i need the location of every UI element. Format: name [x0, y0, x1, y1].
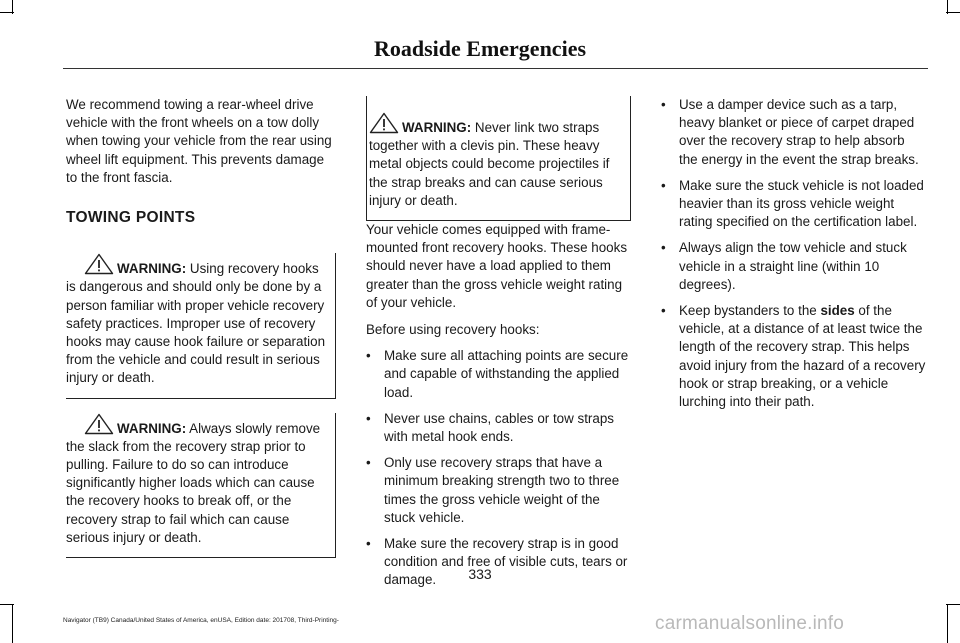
bullet-glyph: • — [366, 455, 371, 471]
warning-label: WARNING: — [402, 120, 472, 135]
list-item: • Always align the tow vehicle and stuck vehicle in a straight line (within 10 degrees). — [661, 240, 907, 292]
warning-box — [366, 96, 631, 221]
bullet-glyph: • — [366, 410, 371, 426]
bullet-list — [366, 347, 631, 589]
list-item: • Only use recovery straps that have a minimum breaking strength two to three times the gross vehicle weight of the stuck vehicle. — [366, 455, 620, 525]
warning-body: Using recovery hooks is dangerous and should only be done by a person familiar with proper vehicle recovery safety practices. Improper use of recovery hooks may cause hook failure or separation from the vehicle and could result in serious injury or death. — [66, 261, 326, 386]
bullet-glyph: • — [661, 97, 666, 112]
column-2 — [366, 96, 631, 590]
bullet-glyph: • — [366, 348, 371, 364]
bullet-glyph: • — [661, 240, 666, 256]
column-1 — [66, 96, 336, 558]
bullet-glyph: • — [661, 303, 666, 319]
list-item: • Use a damper device such as a tarp, heavy blanket or piece of carpet draped over the recovery strap to help absorb the energy in the event the strap breaks. — [661, 97, 919, 167]
list-item: • Keep bystanders to the sides of the vehicle, at a distance of at least twice the length of the recovery strap. This helps avoid injury from the hazard of a recovery hook or strap breaking, or a vehicle lurching into their path. — [661, 303, 926, 410]
warning-label: WARNING: — [117, 261, 187, 277]
warning-body: Never link two straps together with a clevis pin. These heavy metal objects could become projectiles if the strap breaks and can cause serious injury or death. — [369, 120, 610, 208]
bullet-list — [661, 96, 926, 411]
crop-mark — [12, 604, 13, 643]
bullet-glyph: • — [366, 536, 371, 552]
footer-edition-info: Navigator (TB9) Canada/United States of America, enUSA, Edition date: 201708, Third-Printing- — [63, 617, 339, 624]
warning-triangle-icon — [84, 413, 114, 435]
section-heading: TOWING POINTS — [66, 209, 196, 227]
watermark: carmanualsonline.info — [655, 613, 845, 634]
warning-text — [66, 413, 331, 547]
crop-mark — [0, 12, 14, 13]
warning-box — [66, 253, 336, 398]
emphasis-text: sides — [820, 303, 855, 319]
crop-mark — [947, 604, 948, 643]
intro-paragraph: We recommend towing a rear-wheel drive vehicle with the front wheels on a tow dolly when towing your vehicle from the rear using wheel lift equipment. This prevents damage to the front fascia. — [66, 97, 332, 185]
body-paragraph: Your vehicle comes equipped with frame-mounted front recovery hooks. These hooks should never have a load applied to them greater than the gross vehicle weight rating of your vehicle. — [366, 222, 628, 310]
bullet-glyph: • — [661, 177, 666, 193]
page-title: Roadside Emergencies — [373, 36, 587, 61]
list-item: • Make sure the stuck vehicle is not loaded heavier than its gross vehicle weight rating specified on the certification label. — [661, 177, 924, 230]
crop-mark — [946, 12, 960, 13]
list-item: • Never use chains, cables or tow straps with metal hook ends. — [366, 410, 614, 445]
page-number: 333 — [468, 566, 492, 582]
warning-triangle-icon — [369, 112, 399, 134]
crop-mark — [0, 604, 14, 605]
warning-text — [367, 96, 630, 210]
header-rule — [63, 68, 928, 69]
warning-triangle-icon — [84, 253, 114, 275]
column-3 — [661, 96, 926, 411]
warning-box — [66, 413, 336, 558]
warning-text — [66, 253, 331, 387]
crop-mark — [946, 604, 960, 605]
body-paragraph: Before using recovery hooks: — [366, 322, 540, 338]
warning-label: WARNING: — [117, 420, 187, 436]
warning-body: Always slowly remove the slack from the recovery strap prior to pulling. Failure to do so can introduce significantly higher loads which can cause the recovery hooks to break off, or the recovery strap to fail which can cause serious injury or death. — [66, 420, 321, 545]
list-item: • Make sure the recovery strap is in good condition and free of visible cuts, tears or damage. — [366, 536, 628, 588]
list-item: • Make sure all attaching points are secure and capable of withstanding the applied load. — [366, 348, 629, 400]
